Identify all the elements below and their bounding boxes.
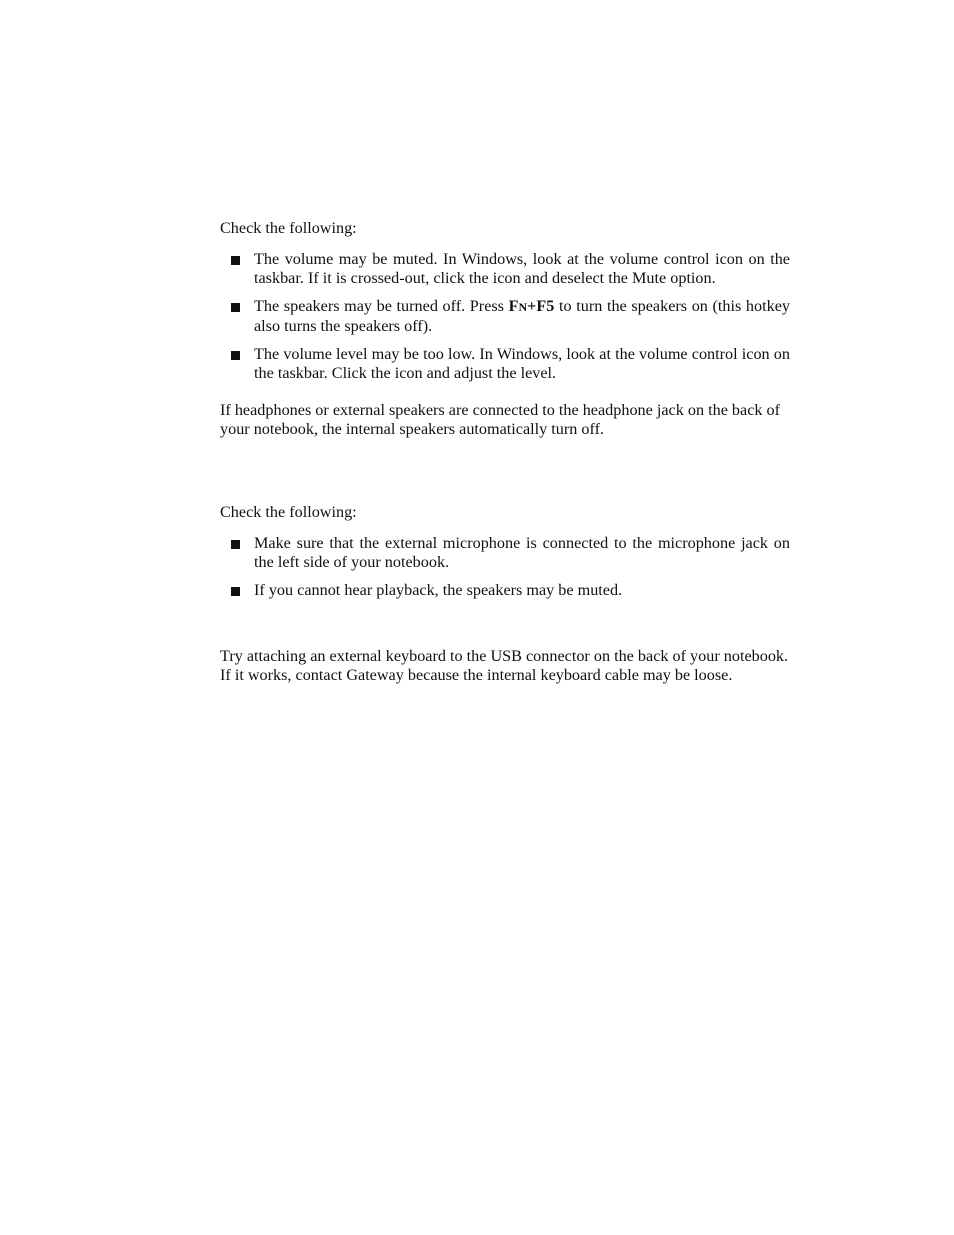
sound-checklist [220, 250, 790, 383]
sound-intro: Check the following: [220, 219, 357, 237]
headphone-note: If headphones or external speakers are connected to the headphone jack on the back of your notebook, the internal speakers automatically turn off. [220, 401, 781, 438]
microphone-checklist [220, 534, 790, 600]
microphone-intro: Check the following: [220, 503, 357, 521]
square-bullet-icon [231, 587, 240, 596]
list-item-text: If you cannot hear playback, the speakers may be muted. [254, 581, 623, 599]
list-item-text: Make sure that the external microphone is connected to the microphone jack on the left side of your notebook. [254, 534, 790, 571]
list-item [220, 250, 790, 288]
sound-troubleshooting-section [220, 219, 790, 439]
microphone-troubleshooting-section [220, 503, 790, 600]
list-item [220, 581, 790, 600]
keyboard-troubleshooting-section [220, 647, 790, 685]
square-bullet-icon [231, 256, 240, 265]
list-item-text-start: The speakers may be turned off. Press [254, 297, 509, 315]
square-bullet-icon [231, 303, 240, 312]
list-item [220, 345, 790, 383]
hotkey-label: FN+F5 [508, 297, 555, 315]
list-item-text: The volume may be muted. In Windows, look at the volume control icon on the taskbar. If it is crossed-out, click the icon and deselect the Mute option. [254, 250, 790, 287]
list-item-text: The volume level may be too low. In Windows, look at the volume control icon on the taskbar. Click the icon and adjust the level. [254, 345, 790, 382]
square-bullet-icon [231, 540, 240, 549]
keyboard-paragraph: Try attaching an external keyboard to the USB connector on the back of your notebook. If it works, contact Gateway because the internal keyboard cable may be loose. [220, 647, 789, 684]
list-item-text-end: to turn the speakers on (this hotkey also turns the speakers off). [254, 297, 790, 335]
list-item [220, 297, 790, 336]
square-bullet-icon [231, 351, 240, 360]
list-item [220, 534, 790, 572]
